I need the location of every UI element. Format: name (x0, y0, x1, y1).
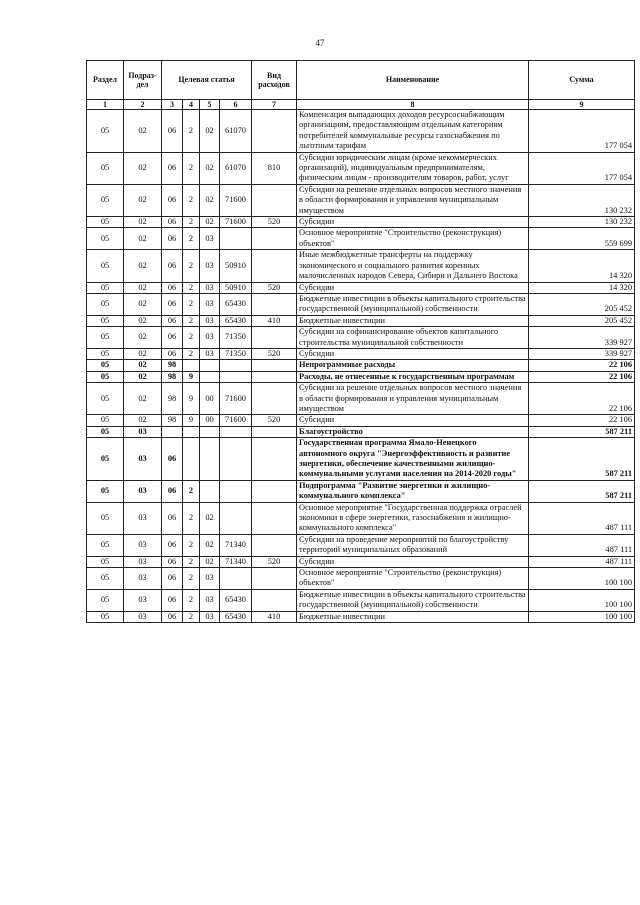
cell-program: 06 (162, 534, 183, 556)
cell-subprogram: 2 (183, 556, 200, 567)
table-row (87, 480, 635, 502)
cell-name: Расходы, не отнесенные к государственным программам (297, 371, 529, 382)
cell-direction (220, 371, 252, 382)
cell-direction (220, 426, 252, 437)
cell-direction (220, 480, 252, 502)
cell-direction: 71600 (220, 415, 252, 426)
table-row (87, 217, 635, 228)
cell-event: 02 (200, 152, 220, 184)
cell-name: Бюджетные инвестиции (297, 611, 529, 622)
cell-name: Субсидии на решение отдельных вопросов местного значения в области формирования и управления муниципальным имуществом (297, 184, 529, 216)
cell-expense-type (252, 534, 297, 556)
cell-subsection: 03 (124, 426, 162, 437)
column-number: 7 (252, 100, 297, 110)
cell-expense-type (252, 327, 297, 349)
cell-expense-type (252, 568, 297, 590)
cell-direction: 71350 (220, 327, 252, 349)
column-number: 1 (87, 100, 124, 110)
cell-section: 05 (87, 282, 124, 293)
cell-subsection: 03 (124, 438, 162, 481)
cell-amount: 487 111 (529, 534, 635, 556)
cell-program: 06 (162, 480, 183, 502)
cell-subsection: 02 (124, 152, 162, 184)
column-number: 6 (220, 100, 252, 110)
table-row (87, 556, 635, 567)
cell-event: 02 (200, 110, 220, 153)
table-row (87, 327, 635, 349)
table-body (87, 110, 635, 623)
cell-section: 05 (87, 184, 124, 216)
cell-program: 06 (162, 293, 183, 315)
cell-subsection: 02 (124, 415, 162, 426)
cell-subsection: 03 (124, 556, 162, 567)
cell-subprogram: 2 (183, 250, 200, 282)
cell-event: 03 (200, 348, 220, 359)
cell-event: 00 (200, 415, 220, 426)
table-row (87, 568, 635, 590)
cell-section: 05 (87, 250, 124, 282)
cell-direction (220, 568, 252, 590)
cell-section: 05 (87, 502, 124, 534)
cell-direction: 65430 (220, 589, 252, 611)
cell-direction: 61070 (220, 110, 252, 153)
table-row (87, 426, 635, 437)
cell-amount: 177 054 (529, 110, 635, 153)
cell-program: 06 (162, 438, 183, 481)
table-row (87, 110, 635, 153)
cell-subsection: 03 (124, 611, 162, 622)
cell-direction: 71600 (220, 383, 252, 415)
cell-subsection: 02 (124, 293, 162, 315)
cell-subsection: 02 (124, 383, 162, 415)
header-row (87, 61, 635, 100)
table-row (87, 438, 635, 481)
cell-name: Субсидии (297, 348, 529, 359)
cell-subprogram: 9 (183, 371, 200, 382)
cell-amount: 100 100 (529, 568, 635, 590)
cell-expense-type (252, 502, 297, 534)
cell-event: 02 (200, 184, 220, 216)
cell-direction (220, 360, 252, 371)
cell-amount: 14 320 (529, 250, 635, 282)
cell-subprogram: 9 (183, 415, 200, 426)
cell-name: Основное мероприятие "Строительство (реконструкция) объектов" (297, 568, 529, 590)
cell-event: 02 (200, 556, 220, 567)
cell-event (200, 480, 220, 502)
cell-amount: 487 111 (529, 556, 635, 567)
cell-amount: 130 232 (529, 184, 635, 216)
cell-subsection: 02 (124, 282, 162, 293)
cell-direction (220, 502, 252, 534)
cell-program: 06 (162, 568, 183, 590)
cell-program: 98 (162, 415, 183, 426)
cell-subsection: 02 (124, 250, 162, 282)
cell-program: 06 (162, 348, 183, 359)
cell-expense-type: 520 (252, 217, 297, 228)
column-number: 2 (124, 100, 162, 110)
cell-program: 06 (162, 110, 183, 153)
column-number: 3 (162, 100, 183, 110)
cell-section: 05 (87, 228, 124, 250)
table-row (87, 348, 635, 359)
table-row (87, 228, 635, 250)
cell-event: 03 (200, 315, 220, 326)
cell-event (200, 360, 220, 371)
cell-event: 02 (200, 217, 220, 228)
table-row (87, 415, 635, 426)
cell-event (200, 426, 220, 437)
cell-direction: 50910 (220, 282, 252, 293)
cell-expense-type (252, 250, 297, 282)
cell-direction: 71600 (220, 184, 252, 216)
cell-expense-type: 410 (252, 315, 297, 326)
cell-subsection: 03 (124, 568, 162, 590)
column-number: 4 (183, 100, 200, 110)
cell-name: Субсидии на проведение мероприятий по благоустройству территорий муниципальных образований (297, 534, 529, 556)
table-row (87, 502, 635, 534)
cell-direction: 50910 (220, 250, 252, 282)
cell-direction: 61070 (220, 152, 252, 184)
cell-expense-type: 520 (252, 348, 297, 359)
cell-direction (220, 438, 252, 481)
cell-amount: 100 100 (529, 611, 635, 622)
cell-program: 06 (162, 282, 183, 293)
cell-name: Бюджетные инвестиции в объекты капитального строительства государственной (муниципальной) собственности (297, 589, 529, 611)
cell-subprogram: 2 (183, 228, 200, 250)
table-row (87, 293, 635, 315)
cell-subsection: 02 (124, 110, 162, 153)
cell-program: 06 (162, 217, 183, 228)
cell-expense-type: 410 (252, 611, 297, 622)
cell-amount: 559 699 (529, 228, 635, 250)
cell-subprogram: 2 (183, 315, 200, 326)
cell-section: 05 (87, 426, 124, 437)
cell-subprogram: 2 (183, 611, 200, 622)
cell-event: 03 (200, 568, 220, 590)
column-number-row (87, 100, 635, 110)
column-number: 9 (529, 100, 635, 110)
cell-event: 03 (200, 327, 220, 349)
cell-program: 98 (162, 383, 183, 415)
cell-subprogram (183, 360, 200, 371)
cell-subprogram (183, 438, 200, 481)
cell-amount: 14 320 (529, 282, 635, 293)
cell-amount: 587 211 (529, 480, 635, 502)
cell-direction: 71340 (220, 556, 252, 567)
cell-expense-type (252, 426, 297, 437)
cell-program: 06 (162, 315, 183, 326)
cell-event (200, 371, 220, 382)
cell-amount: 587 211 (529, 426, 635, 437)
cell-subsection: 03 (124, 502, 162, 534)
cell-amount: 205 452 (529, 315, 635, 326)
cell-subprogram: 2 (183, 217, 200, 228)
cell-name: Субсидии юридическим лицам (кроме некоммерческих организаций), индивидуальным предпринимателям, физическим лицам - производителям товаров, работ, услуг (297, 152, 529, 184)
cell-subprogram: 2 (183, 152, 200, 184)
cell-section: 05 (87, 415, 124, 426)
page-number: 47 (315, 38, 325, 48)
cell-section: 05 (87, 217, 124, 228)
cell-expense-type (252, 228, 297, 250)
table-row (87, 360, 635, 371)
cell-name: Основное мероприятие "Строительство (реконструкция) объектов" (297, 228, 529, 250)
cell-event: 00 (200, 383, 220, 415)
cell-subsection: 02 (124, 348, 162, 359)
cell-section: 05 (87, 152, 124, 184)
cell-program: 06 (162, 327, 183, 349)
cell-subprogram: 2 (183, 110, 200, 153)
cell-program (162, 426, 183, 437)
cell-program: 06 (162, 556, 183, 567)
cell-section: 05 (87, 556, 124, 567)
cell-amount: 487 111 (529, 502, 635, 534)
cell-name: Основное мероприятие "Государственная поддержка отраслей экономики в сфере энергетики, газоснабжения и жилищно-коммунального комплекса" (297, 502, 529, 534)
cell-section: 05 (87, 371, 124, 382)
cell-expense-type (252, 589, 297, 611)
cell-direction: 65430 (220, 293, 252, 315)
cell-subprogram: 2 (183, 327, 200, 349)
cell-subprogram: 2 (183, 568, 200, 590)
cell-name: Бюджетные инвестиции (297, 315, 529, 326)
cell-section: 05 (87, 383, 124, 415)
cell-name: Компенсация выпадающих доходов ресурсоснабжающим организациям, предоставляющим отдельным категориям потребителей коммунальные ресурсы газоснабжения по льготным тарифам (297, 110, 529, 153)
cell-section: 05 (87, 568, 124, 590)
cell-subsection: 02 (124, 315, 162, 326)
cell-subsection: 02 (124, 217, 162, 228)
cell-program: 06 (162, 250, 183, 282)
table-row (87, 371, 635, 382)
cell-amount: 205 452 (529, 293, 635, 315)
cell-subprogram (183, 426, 200, 437)
cell-direction: 71600 (220, 217, 252, 228)
cell-name: Благоустройство (297, 426, 529, 437)
cell-name: Непрограммные расходы (297, 360, 529, 371)
cell-expense-type (252, 383, 297, 415)
cell-program: 06 (162, 589, 183, 611)
cell-expense-type (252, 184, 297, 216)
table-row (87, 184, 635, 216)
cell-expense-type (252, 360, 297, 371)
cell-amount: 22 106 (529, 415, 635, 426)
cell-section: 05 (87, 110, 124, 153)
cell-name: Субсидии (297, 415, 529, 426)
cell-amount: 177 054 (529, 152, 635, 184)
cell-expense-type (252, 438, 297, 481)
cell-section: 05 (87, 360, 124, 371)
cell-name: Субсидии на решение отдельных вопросов местного значения в области формирования и управления муниципальным имуществом (297, 383, 529, 415)
cell-direction (220, 228, 252, 250)
header-section: Раздел (87, 61, 124, 100)
cell-event: 03 (200, 589, 220, 611)
cell-direction: 65430 (220, 611, 252, 622)
column-number: 8 (297, 100, 529, 110)
cell-subsection: 02 (124, 327, 162, 349)
cell-name: Субсидии на софинансирование объектов капитального строительства муниципальной собственности (297, 327, 529, 349)
header-subsection: Подраз-дел (124, 61, 162, 100)
header-target-item: Целевая статья (162, 61, 252, 100)
cell-name: Государственная программа Ямало-Ненецкого автономного округа "Энергоэффективность и развитие энергетики, обеспечение качественными жилищно-коммунальными услугами населения на 2014-2020 годы" (297, 438, 529, 481)
cell-subprogram: 2 (183, 589, 200, 611)
cell-event: 03 (200, 250, 220, 282)
table-row (87, 250, 635, 282)
cell-section: 05 (87, 327, 124, 349)
cell-expense-type (252, 371, 297, 382)
cell-section: 05 (87, 611, 124, 622)
cell-subsection: 03 (124, 480, 162, 502)
cell-amount: 22 106 (529, 360, 635, 371)
cell-expense-type: 520 (252, 282, 297, 293)
cell-expense-type (252, 293, 297, 315)
cell-section: 05 (87, 293, 124, 315)
cell-amount: 22 106 (529, 371, 635, 382)
cell-subprogram: 9 (183, 383, 200, 415)
cell-direction: 71340 (220, 534, 252, 556)
table-row (87, 282, 635, 293)
cell-subsection: 02 (124, 371, 162, 382)
cell-amount: 339 927 (529, 348, 635, 359)
cell-program: 06 (162, 611, 183, 622)
budget-table (86, 60, 635, 623)
cell-subsection: 02 (124, 360, 162, 371)
cell-expense-type (252, 110, 297, 153)
cell-amount: 587 211 (529, 438, 635, 481)
cell-program: 06 (162, 502, 183, 534)
cell-event: 03 (200, 228, 220, 250)
cell-name: Бюджетные инвестиции в объекты капитального строительства государственной (муниципальной) собственности (297, 293, 529, 315)
table-row (87, 383, 635, 415)
header-amount: Сумма (529, 61, 635, 100)
cell-name: Субсидии (297, 217, 529, 228)
cell-program: 06 (162, 228, 183, 250)
cell-event (200, 438, 220, 481)
table-row (87, 589, 635, 611)
cell-expense-type: 810 (252, 152, 297, 184)
table-row (87, 315, 635, 326)
cell-section: 05 (87, 438, 124, 481)
cell-expense-type: 520 (252, 556, 297, 567)
cell-program: 98 (162, 360, 183, 371)
cell-amount: 100 100 (529, 589, 635, 611)
cell-subprogram: 2 (183, 348, 200, 359)
cell-event: 02 (200, 534, 220, 556)
cell-section: 05 (87, 315, 124, 326)
table-row (87, 152, 635, 184)
cell-name: Субсидии (297, 282, 529, 293)
cell-program: 06 (162, 184, 183, 216)
cell-subsection: 03 (124, 534, 162, 556)
cell-expense-type (252, 480, 297, 502)
cell-name: Субсидии (297, 556, 529, 567)
cell-program: 98 (162, 371, 183, 382)
cell-subprogram: 2 (183, 293, 200, 315)
cell-subsection: 02 (124, 228, 162, 250)
table-row (87, 534, 635, 556)
cell-section: 05 (87, 348, 124, 359)
cell-amount: 22 106 (529, 383, 635, 415)
column-number: 5 (200, 100, 220, 110)
cell-section: 05 (87, 480, 124, 502)
cell-subprogram: 2 (183, 502, 200, 534)
cell-section: 05 (87, 589, 124, 611)
cell-event: 02 (200, 502, 220, 534)
cell-subprogram: 2 (183, 184, 200, 216)
cell-expense-type: 520 (252, 415, 297, 426)
header-name: Наименование (297, 61, 529, 100)
cell-section: 05 (87, 534, 124, 556)
cell-subprogram: 2 (183, 480, 200, 502)
cell-program: 06 (162, 152, 183, 184)
cell-direction: 65430 (220, 315, 252, 326)
cell-name: Иные межбюджетные трансферты на поддержку экономического и социального развития коренных малочисленных народов Севера, Сибири и Дальнего Востока (297, 250, 529, 282)
cell-subprogram: 2 (183, 534, 200, 556)
cell-subsection: 02 (124, 184, 162, 216)
cell-amount: 130 232 (529, 217, 635, 228)
cell-amount: 339 927 (529, 327, 635, 349)
cell-subsection: 03 (124, 589, 162, 611)
cell-event: 03 (200, 282, 220, 293)
cell-direction: 71350 (220, 348, 252, 359)
table-row (87, 611, 635, 622)
cell-subprogram: 2 (183, 282, 200, 293)
cell-event: 03 (200, 611, 220, 622)
table-header (87, 61, 635, 110)
cell-event: 03 (200, 293, 220, 315)
header-expense-type: Вид расходов (252, 61, 297, 100)
cell-name: Подпрограмма "Развитие энергетики и жилищно-коммунального комплекса" (297, 480, 529, 502)
